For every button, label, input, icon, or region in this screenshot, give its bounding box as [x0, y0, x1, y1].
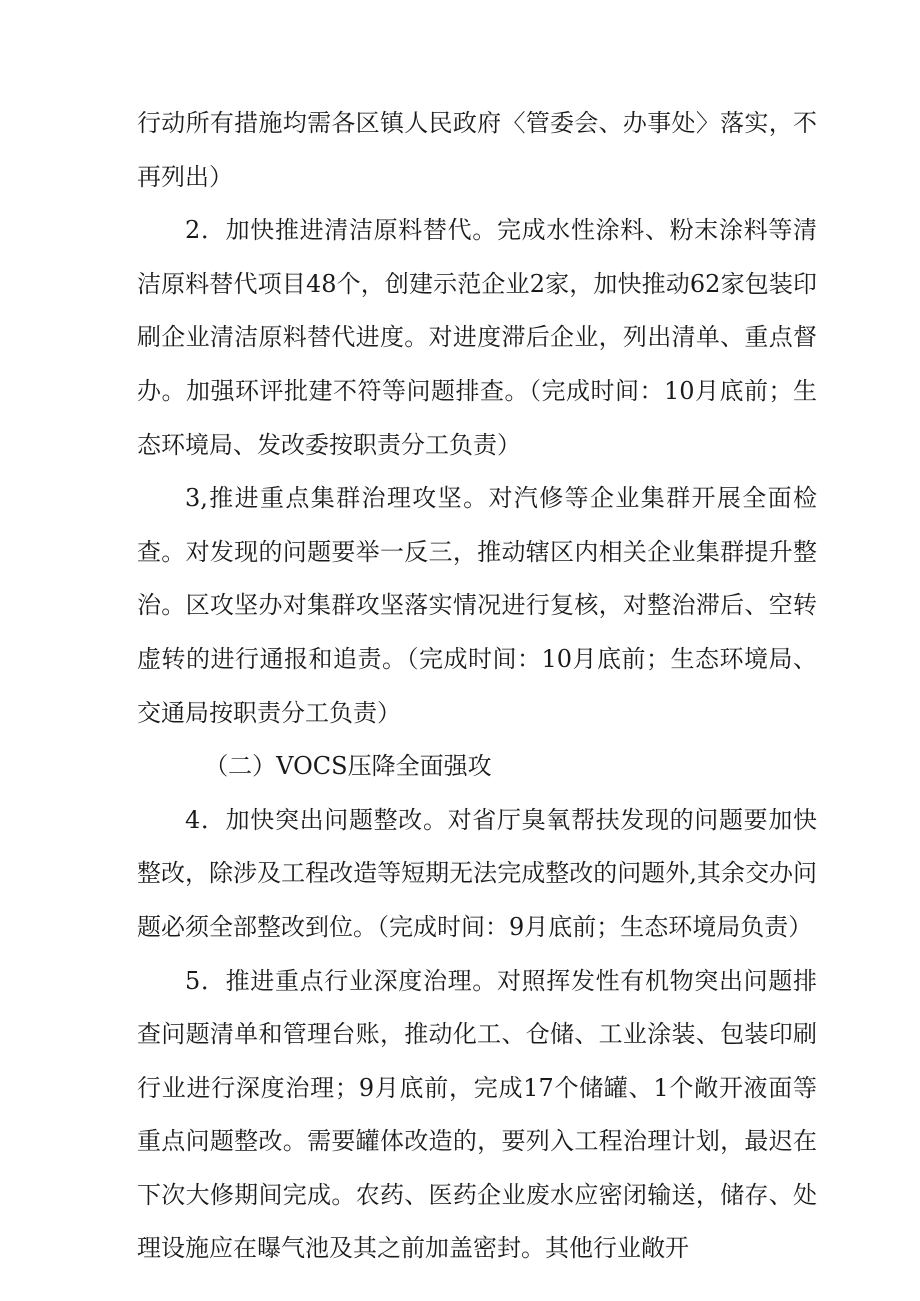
- paragraph-item-5: 5．推进重点行业深度治理。对照挥发性有机物突出问题排查问题清单和管理台账，推动化工、仓储、工业涂装、包装印刷行业进行深度治理；9月底前，完成17个储罐、1个敞开液面等重点问题整改。需要罐体改造的，要列入工程治理计划，最迟在下次大修期间完成。农药、医药企业废水应密闭输送，储存、处理设施应在曝气池及其之前加盖密封。其他行业敞开: [137, 966, 817, 1263]
- paragraph-continuation: 行动所有措施均需各区镇人民政府〈管委会、办事处〉落实，不再列出）: [137, 109, 817, 191]
- paragraph-item-3: 3,推进重点集群治理攻坚。对汽修等企业集群开展全面检查。对发现的问题要举一反三，推动辖区内相关企业集群提升整治。区攻坚办对集群攻坚落实情况进行复核，对整治滞后、空转虚转的进行通报和追责。（完成时间：10月底前；生态环境局、交通局按职责分工负责）: [137, 484, 817, 727]
- section-heading: （二）VOCS压降全面强攻: [204, 752, 492, 781]
- document-body: [137, 97, 817, 1276]
- paragraph-item-4: 4．加快突出问题整改。对省厅臭氧帮扶发现的问题要加快整改，除涉及工程改造等短期无法完成整改的问题外,其余交办问题必须全部整改到位。（完成时间：9月底前；生态环境局负责）: [137, 805, 817, 941]
- paragraph-item-2: 2．加快推进清洁原料替代。完成水性涂料、粉末涂料等清洁原料替代项目48个，创建示范企业2家，加快推动62家包装印刷企业清洁原料替代进度。对进度滞后企业，列出清单、重点督办。加强环评批建不符等问题排查。（完成时间：10月底前；生态环境局、发改委按职责分工负责）: [137, 216, 817, 459]
